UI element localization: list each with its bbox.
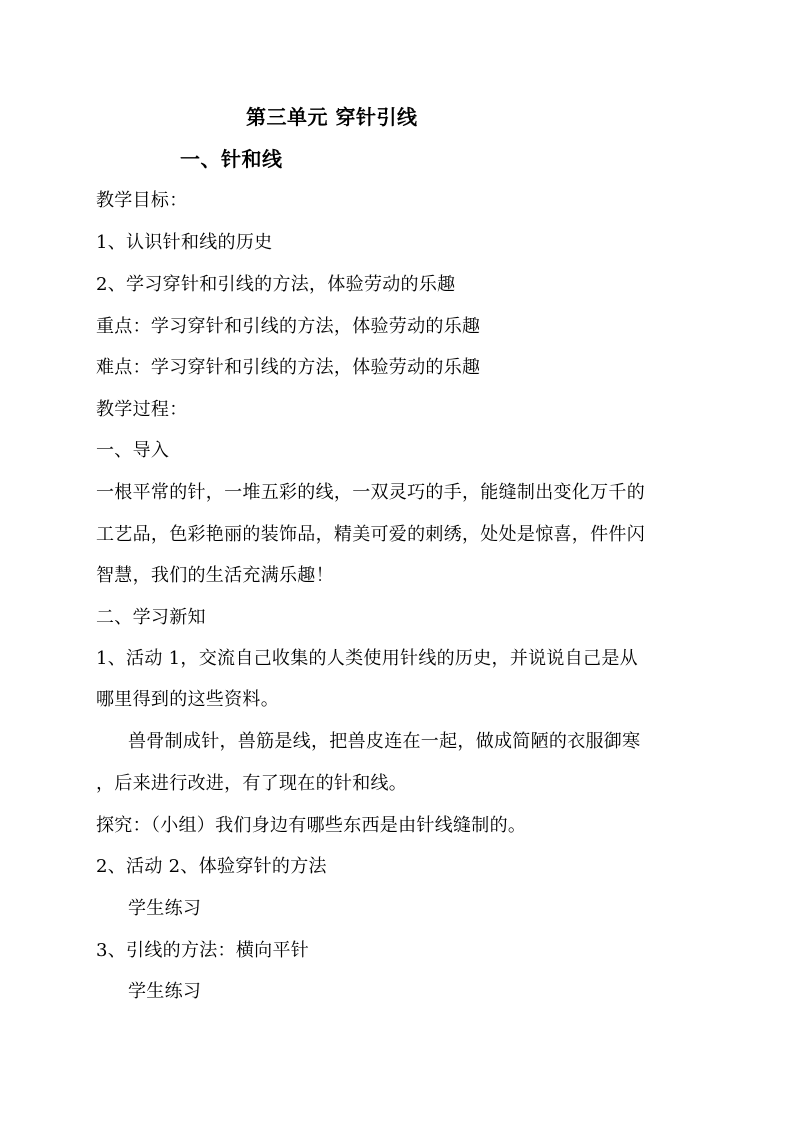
paragraph-process-heading: 教学过程： [96,399,188,420]
paragraph-objectives-heading: 教学目标： [96,190,188,211]
paragraph-student-practice-2: 学生练习 [128,981,202,1002]
paragraph-intro-line-1: 一根平常的针，一堆五彩的线，一双灵巧的手，能缝制出变化万千的 [96,482,645,503]
paragraph-threading-method: 3、引线的方法：横向平针 [96,940,310,961]
paragraph-activity-1-line-2: 哪里得到的这些资料。 [96,689,279,710]
paragraph-activity-2: 2、活动 2、体验穿针的方法 [96,856,327,877]
paragraph-history-line-2: ，后来进行改进，有了现在的针和线。 [96,773,408,794]
paragraph-key-point: 重点：学习穿针和引线的方法，体验劳动的乐趣 [96,316,481,337]
paragraph-activity-1-line-1: 1、活动 1，交流自己收集的人类使用针线的历史，并说说自己是从 [96,648,638,669]
paragraph-intro-heading: 一、导入 [96,440,170,461]
paragraph-objective-2: 2、学习穿针和引线的方法，体验劳动的乐趣 [96,274,456,295]
paragraph-difficult-point: 难点：学习穿针和引线的方法，体验劳动的乐趣 [96,357,481,378]
paragraph-intro-line-2: 工艺品，色彩艳丽的装饰品，精美可爱的刺绣，处处是惊喜，件件闪 [96,524,645,545]
document-title: 第三单元 穿针引线 [246,105,418,129]
paragraph-explore: 探究：（小组）我们身边有哪些东西是由针线缝制的。 [96,815,527,836]
paragraph-new-knowledge-heading: 二、学习新知 [96,607,206,628]
paragraph-student-practice-1: 学生练习 [128,898,202,919]
section-title: 一、针和线 [180,147,283,171]
paragraph-history-line-1: 兽骨制成针，兽筋是线，把兽皮连在一起，做成简陋的衣服御寒 [128,731,641,752]
paragraph-intro-line-3: 智慧，我们的生活充满乐趣！ [96,565,334,586]
paragraph-objective-1: 1、认识针和线的历史 [96,232,273,253]
